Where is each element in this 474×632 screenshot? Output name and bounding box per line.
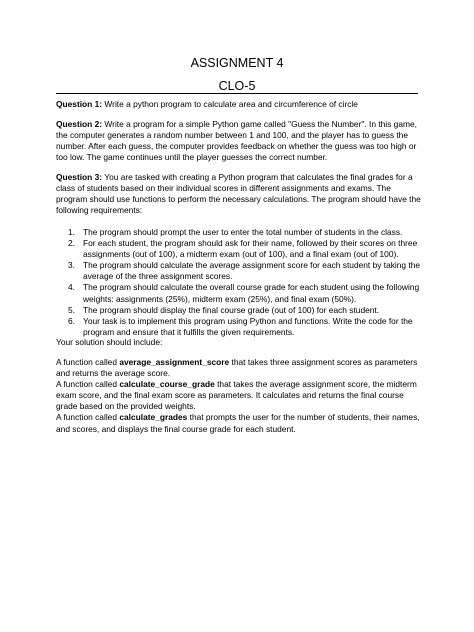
question-2 — [56, 119, 422, 163]
function-text: that takes the average assignment score, the midterm exam score, and the final exam score as parameters. It calculates and returns the final course grade based on the provided weights. — [56, 379, 417, 412]
question-1 — [56, 99, 422, 110]
title-divider — [56, 93, 418, 94]
question-3 — [56, 172, 422, 216]
function-descriptions — [56, 357, 422, 435]
function-name: average_assignment_score — [119, 357, 230, 367]
list-item-number: 5. — [68, 304, 75, 315]
function-name: calculate_course_grade — [119, 379, 215, 390]
list-item-text: The program should prompt the user to enter the total number of students in the class. — [83, 227, 403, 237]
function-description — [56, 357, 422, 379]
question-2-label: Question 2: — [56, 119, 103, 129]
list-item-text: Your task is to implement this program using Python and functions. Write the code for the program and ensure that it fulfills the given requirements. — [83, 315, 413, 337]
solution-intro-text: Your solution should include: — [56, 337, 163, 347]
function-prefix: A function called — [56, 412, 120, 423]
list-item-number: 1. — [68, 227, 75, 237]
list-item-text: The program should calculate the overall course grade for each student using the following weights: assignments (25%), midterm exam (25%), and final exam (50%). — [83, 282, 420, 304]
list-item-number: 6. — [68, 315, 75, 326]
function-prefix: A function called — [56, 357, 120, 367]
question-1-label: Question 1: — [56, 99, 103, 109]
question-3-text: You are tasked with creating a Python program that calculates the final grades for a class of students based on their individual scores in different assignments and exams. The program should use functions to perform the necessary calculations. The program should have the following requirements: — [56, 172, 421, 216]
function-text: that prompts the user for the number of students, their names, and scores, and displays the final course grade for each student. — [56, 412, 420, 434]
list-item-text: For each student, the program should ask for their name, followed by their scores on three assignments (out of 100), a midterm exam (out of 100), and a final exam (out of 100). — [83, 238, 418, 260]
list-item — [56, 260, 422, 282]
assignment-title: ASSIGNMENT 4 — [190, 56, 284, 70]
question-1-text: Write a python program to calculate area and circumference of circle — [102, 99, 358, 109]
clo-subtitle: CLO-5 — [218, 79, 256, 93]
function-description — [56, 412, 422, 434]
question-2-text: Write a program for a simple Python game called "Guess the Number". In this game, the computer generates a random number between 1 and 100, and the player has to guess the number. After each guess, the computer provides feedback on whether the guess was too high or too low. The game continues until the player guesses the correct number. — [56, 119, 417, 163]
function-name: calculate_grades — [119, 412, 188, 423]
list-item-text: The program should calculate the average assignment score for each student by taking the average of the three assignment scores. — [83, 260, 421, 282]
function-text: that takes three assignment scores as parameters and returns the average score. — [56, 357, 418, 379]
list-item — [56, 227, 422, 238]
list-item — [56, 282, 422, 304]
function-prefix: A function called — [56, 379, 120, 390]
list-item-number: 4. — [68, 282, 75, 293]
list-item — [56, 305, 422, 316]
function-description — [56, 379, 422, 412]
list-item-text: The program should display the final course grade (out of 100) for each student. — [83, 304, 380, 315]
solution-intro — [56, 337, 422, 348]
list-item — [56, 316, 422, 338]
list-item-number: 3. — [68, 260, 75, 271]
requirements-list — [56, 227, 422, 338]
list-item-number: 2. — [68, 238, 75, 249]
question-3-label: Question 3: — [56, 172, 103, 182]
list-item — [56, 238, 422, 260]
